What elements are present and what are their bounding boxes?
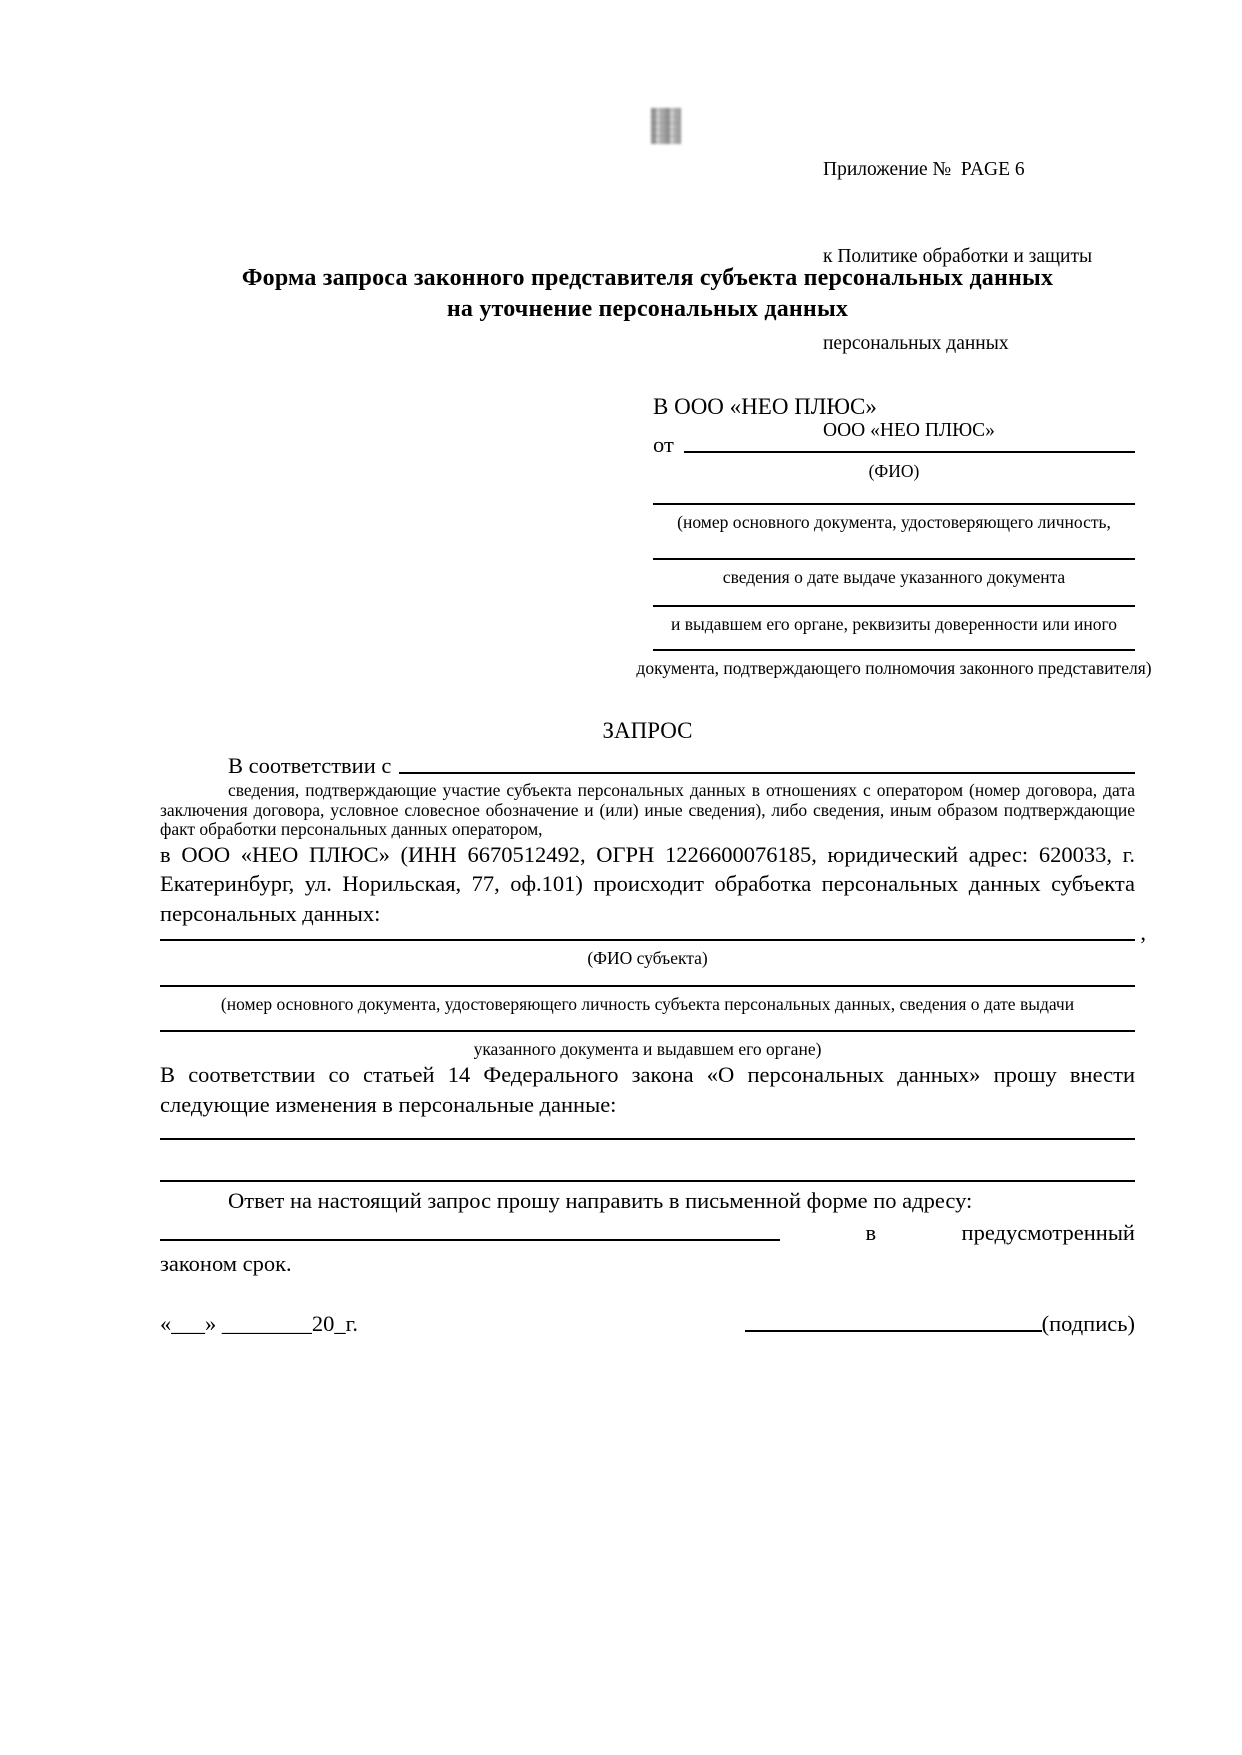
field-caption-1-text: (номер основного документа, удостоверяющего личность, xyxy=(677,512,1111,532)
field-caption-3-text: и выдавшем его органе, реквизиты доверенности или иного xyxy=(670,614,1118,634)
fine-print-note: сведения, подтверждающие участие субъекта персональных данных в отношениях с оператором (номер договора, дата заключения договора, условное словесное обозначение и (или) иные сведения), либо сведения, иным образом подтверждающие факт обработки персональных данных оператором, xyxy=(160,780,1135,839)
field-caption-2-text: сведения о дате выдаче указанного документа xyxy=(722,567,1066,587)
appendix-line: Приложение № PAGE 6 xyxy=(823,159,1025,180)
subject-doc-fill-line-2[interactable] xyxy=(160,1030,1135,1032)
address-fill-line[interactable] xyxy=(160,1239,780,1241)
from-row xyxy=(653,433,1135,457)
from-fill-line[interactable] xyxy=(684,451,1135,453)
operator-paragraph: в ООО «НЕО ПЛЮС» (ИНН 6670512492, ОГРН 1226600076185, юридический адрес: 620033, г. Екатеринбург, ул. Норильская, 77, оф.101) происходит обработка персональных данных субъекта персональных данных: xyxy=(160,841,1135,926)
caption-subject-fio-text: (ФИО субъекта) xyxy=(587,948,708,968)
caption-fio-text: (ФИО) xyxy=(868,461,920,481)
field-caption-3 xyxy=(653,614,1135,634)
request-heading: ЗАПРОС xyxy=(602,718,693,743)
form-title xyxy=(160,263,1135,325)
form-title-line2: на уточнение персональных данных xyxy=(446,296,849,322)
subject-fio-fill-line[interactable] xyxy=(160,920,1146,945)
signature-row xyxy=(160,1311,1135,1337)
appendix-line: к Политике обработки и защиты xyxy=(823,246,1093,267)
caption-fio xyxy=(653,461,1135,481)
intro-fill-line[interactable] xyxy=(399,772,1135,774)
appendix-line: персональных данных xyxy=(823,333,1009,354)
caption-subject-doc-2 xyxy=(160,1039,1135,1059)
signature-fill-line[interactable] xyxy=(745,1330,1042,1332)
answer-address-row xyxy=(160,1221,1135,1245)
appendix-line: ООО «НЕО ПЛЮС» xyxy=(823,420,995,441)
caption-subject-doc-2-text: указанного документа и выдавшем его органе) xyxy=(473,1039,822,1059)
field-caption-1 xyxy=(653,512,1135,532)
law-paragraph: В соответствии со статьей 14 Федерального закона «О персональных данных» прошу внести следующие изменения в персональные данные: xyxy=(160,1062,1135,1117)
signature-area xyxy=(745,1311,1135,1337)
intro-label: В соответствии с xyxy=(228,753,392,778)
representative-doc-fill-line-4[interactable] xyxy=(653,649,1135,651)
answer-tail: законом срок. xyxy=(160,1251,292,1276)
subject-doc-fill-line-1[interactable] xyxy=(160,985,1135,987)
answer-word-v: в xyxy=(865,1220,877,1245)
representative-doc-fill-line-2[interactable] xyxy=(653,558,1135,560)
caption-subject-fio xyxy=(160,948,1135,968)
field-caption-2 xyxy=(653,567,1135,587)
changes-fill-line-2[interactable] xyxy=(160,1180,1135,1182)
representative-doc-fill-line-3[interactable] xyxy=(653,605,1135,607)
field-caption-4 xyxy=(636,658,1152,678)
intro-row xyxy=(160,754,1135,778)
field-caption-4-text: документа, подтверждающего полномочия законного представителя) xyxy=(636,658,1152,678)
from-label: от xyxy=(653,432,674,457)
answer-word-term: предусмотренный xyxy=(961,1220,1135,1245)
representative-doc-fill-line-1[interactable] xyxy=(653,503,1135,505)
document-body xyxy=(160,0,1152,1337)
date-fill[interactable]: «___» ________20_г. xyxy=(160,1311,358,1336)
caption-subject-doc-1-text: (номер основного документа, удостоверяющего личность субъекта персональных данных, сведения о дате выдачи xyxy=(220,994,1075,1014)
addressee-to: В ООО «НЕО ПЛЮС» xyxy=(653,394,877,419)
caption-subject-doc-1 xyxy=(160,994,1135,1014)
addressee-block xyxy=(636,394,1152,678)
changes-fill-line-1[interactable] xyxy=(160,1138,1135,1140)
subject-line-comma: , xyxy=(1140,920,1146,945)
signature-caption: (подпись) xyxy=(1041,1311,1135,1336)
form-title-line1: Форма запроса законного представителя субъекта персональных данных xyxy=(241,265,1054,291)
answer-paragraph: Ответ на настоящий запрос прошу направить в письменной форме по адресу: xyxy=(228,1188,973,1213)
